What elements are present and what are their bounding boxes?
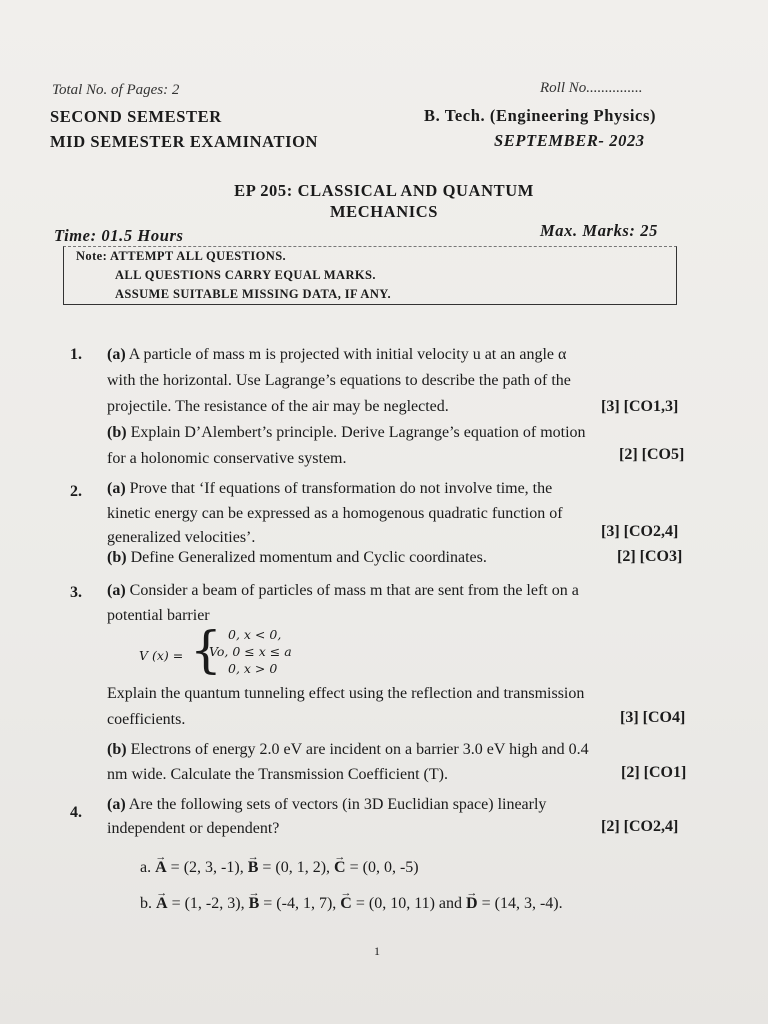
question-line bbox=[107, 737, 589, 763]
exam-time: Time: 01.5 Hours bbox=[54, 226, 184, 245]
vector-value: (0, 0, -5) bbox=[362, 859, 419, 876]
part-label: (b) bbox=[107, 424, 127, 441]
page-number: 1 bbox=[374, 944, 380, 958]
note-line-3: ASSUME SUITABLE MISSING DATA, IF ANY. bbox=[115, 287, 392, 301]
vector-value: (0, 10, 11) bbox=[368, 895, 435, 912]
note-line-2: ALL QUESTIONS CARRY EQUAL MARKS. bbox=[115, 268, 376, 282]
question-line bbox=[107, 545, 487, 571]
question-number: 3. bbox=[70, 584, 82, 601]
vector-set-a: a. → A = (2, 3, -1), → B = (0, 1, 2), → C = (0, 0, -5) bbox=[140, 855, 419, 881]
vector-value: (14, 3, -4) bbox=[494, 895, 559, 912]
question-line: projectile. The resistance of the air may be neglected. bbox=[107, 398, 449, 415]
question-line: independent or dependent? bbox=[107, 820, 280, 837]
vector-symbol: → B bbox=[249, 891, 260, 917]
question-line: for a holonomic conservative system. bbox=[107, 450, 347, 467]
set-label: b. bbox=[140, 895, 152, 912]
question-text: Are the following sets of vectors (in 3D Euclidian space) linearly bbox=[128, 796, 547, 813]
question-line: with the horizontal. Use Lagrange’s equations to describe the path of the bbox=[107, 372, 571, 389]
program: B. Tech. (Engineering Physics) bbox=[424, 106, 657, 125]
course-title-line2: MECHANICS bbox=[329, 202, 439, 221]
question-line: generalized velocities’. bbox=[107, 529, 256, 546]
question-marks: [2] [CO2,4] bbox=[601, 818, 679, 835]
vector-symbol: → A bbox=[155, 855, 167, 881]
question-line: kinetic energy can be expressed as a homogenous quadratic function of bbox=[107, 505, 563, 522]
exam-name: MID SEMESTER EXAMINATION bbox=[50, 132, 319, 151]
max-marks: Max. Marks: 25 bbox=[540, 221, 658, 240]
equation-brace: { bbox=[190, 621, 222, 679]
question-text: Electrons of energy 2.0 eV are incident on a barrier 3.0 eV high and 0.4 bbox=[130, 741, 589, 758]
equation-case-2: Vo, 0 ≤ x ≤ a bbox=[209, 644, 292, 659]
part-label: (a) bbox=[107, 346, 126, 363]
question-marks: [2] [CO1] bbox=[621, 764, 687, 781]
course-title-line1: EP 205: CLASSICAL AND QUANTUM bbox=[234, 181, 534, 200]
vector-symbol: → D bbox=[466, 891, 478, 917]
question-line bbox=[107, 420, 586, 446]
question-line: coefficients. bbox=[107, 711, 186, 728]
question-text: Define Generalized momentum and Cyclic coordinates. bbox=[130, 549, 487, 566]
question-number: 4. bbox=[70, 804, 82, 821]
part-label: (a) bbox=[107, 480, 126, 497]
question-line bbox=[107, 578, 579, 604]
question-number: 2. bbox=[70, 483, 82, 500]
question-line: Explain the quantum tunneling effect using the reflection and transmission bbox=[107, 685, 585, 702]
exam-session: SEPTEMBER- 2023 bbox=[494, 131, 645, 150]
vector-value: (2, 3, -1) bbox=[183, 859, 240, 876]
vector-set-b: b. → A = (1, -2, 3), → B = (-4, 1, 7), → C = (0, 10, 11) and → D = (14, 3, -4). bbox=[140, 891, 563, 917]
question-line: potential barrier bbox=[107, 607, 210, 624]
question-marks: [3] [CO1,3] bbox=[601, 398, 679, 415]
note-line-1: Note: ATTEMPT ALL QUESTIONS. bbox=[76, 249, 287, 263]
question-number: 1. bbox=[70, 346, 82, 363]
vector-symbol: → A bbox=[156, 891, 168, 917]
vector-symbol: → C bbox=[334, 855, 346, 881]
question-marks: [2] [CO5] bbox=[619, 446, 685, 463]
question-text: Consider a beam of particles of mass m that are sent from the left on a bbox=[129, 582, 579, 599]
question-line bbox=[107, 792, 546, 818]
vector-symbol: → B bbox=[248, 855, 259, 881]
question-line bbox=[107, 342, 566, 368]
question-marks: [3] [CO4] bbox=[620, 709, 686, 726]
question-marks: [3] [CO2,4] bbox=[601, 523, 679, 540]
equation-case-1: 0, x < 0, bbox=[228, 627, 282, 642]
semester: SECOND SEMESTER bbox=[50, 107, 222, 126]
vector-value: (1, -2, 3) bbox=[184, 895, 241, 912]
vector-value: (0, 1, 2) bbox=[275, 859, 327, 876]
roll-no: Roll No............... bbox=[540, 80, 643, 96]
part-label: (a) bbox=[107, 796, 126, 813]
question-text: Prove that ‘If equations of transformation do not involve time, the bbox=[129, 480, 553, 497]
vector-value: (-4, 1, 7) bbox=[276, 895, 333, 912]
total-pages: Total No. of Pages: 2 bbox=[52, 82, 180, 98]
question-text: Explain D’Alembert’s principle. Derive Lagrange’s equation of motion bbox=[130, 424, 586, 441]
equation-lhs: V (x) = bbox=[139, 648, 184, 663]
part-label: (b) bbox=[107, 741, 127, 758]
vector-symbol: → C bbox=[340, 891, 352, 917]
equation-case-3: 0, x > 0 bbox=[228, 661, 278, 676]
question-text: A particle of mass m is projected with initial velocity u at an angle α bbox=[128, 346, 567, 363]
question-line: nm wide. Calculate the Transmission Coefficient (T). bbox=[107, 766, 448, 783]
part-label: (a) bbox=[107, 582, 126, 599]
question-line bbox=[107, 476, 552, 502]
question-marks: [2] [CO3] bbox=[617, 548, 683, 565]
set-label: a. bbox=[140, 859, 152, 876]
part-label: (b) bbox=[107, 549, 127, 566]
